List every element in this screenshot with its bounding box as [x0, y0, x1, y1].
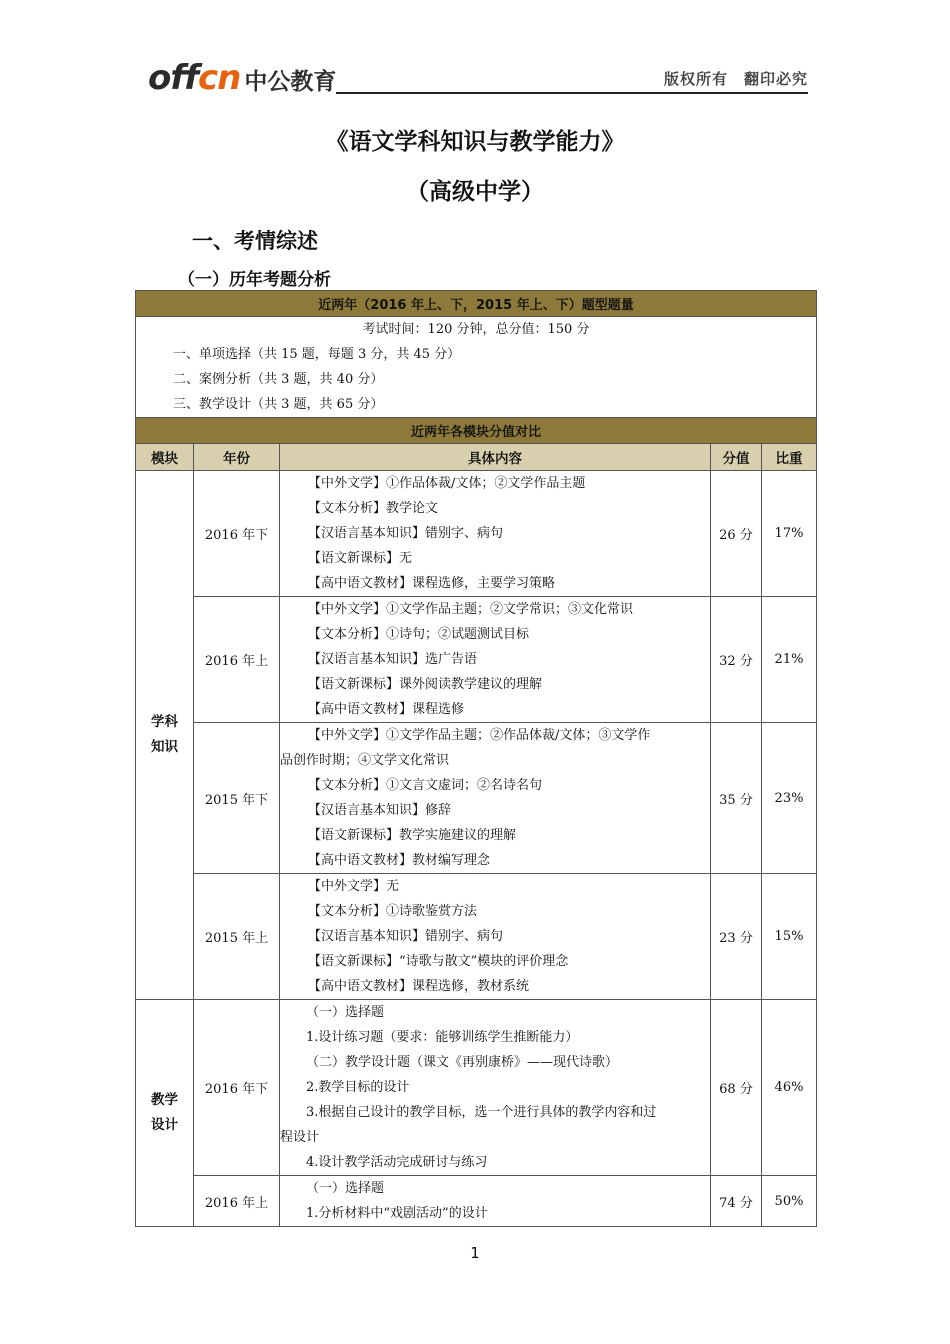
module-name-part: 教学: [151, 1092, 178, 1108]
content-line: 【高中语文教材】课程选修: [308, 702, 465, 717]
overview-item: 二、案例分析（共 3 题，共 40 分）: [173, 372, 384, 387]
exam-time-score: 考试时间：120 分钟，总分值：150 分: [362, 322, 590, 337]
copyright-text-2: 翻印必究: [743, 70, 808, 88]
exam-analysis-table: [135, 290, 817, 1227]
content-line: 【中外文学】①文学作品主题；②文学常识；③文化常识: [308, 602, 634, 617]
table-band-question-types: 近两年（2016 年上、下，2015 年上、下）题型题量: [136, 291, 817, 317]
ratio-cell: 46%: [762, 1000, 817, 1176]
score-cell: 68 分: [711, 1000, 762, 1176]
content-line: （一）选择题: [306, 1005, 385, 1020]
table-row: [136, 874, 817, 1000]
content-line: 【中外文学】①作品体裁/文体；②文学作品主题: [308, 476, 586, 491]
content-line: 品创作时期；④文学文化常识: [280, 753, 450, 768]
content-line: 【文本分析】①诗句；②试题测试目标: [308, 627, 530, 642]
content-cell: [280, 1176, 711, 1227]
column-header-score: 分值: [711, 444, 762, 471]
table-row: [136, 1000, 817, 1176]
content-line: 【中外文学】①文学作品主题；②作品体裁/文体；③文学作: [308, 728, 651, 743]
copyright-text-1: 版权所有: [663, 70, 728, 88]
document-subtitle: （高级中学）: [406, 179, 544, 205]
year-cell: 2016 年下: [194, 471, 280, 597]
content-line: 【高中语文教材】课程选修，主要学习策略: [308, 576, 556, 591]
table-band-module-comparison: 近两年各模块分值对比: [136, 418, 817, 444]
year-cell: 2016 年上: [194, 597, 280, 723]
content-line: 【文本分析】教学论文: [308, 501, 439, 516]
column-header-year: 年份: [194, 444, 280, 471]
table-row: [136, 597, 817, 723]
table-header-row: [136, 444, 817, 471]
logo-wordmark: offcn: [148, 58, 241, 98]
content-line: 【语文新课标】“诗歌与散文”模块的评价理念: [308, 954, 569, 969]
page-number: 1: [470, 1244, 480, 1262]
module-name-part: 学科: [151, 714, 178, 730]
content-line: 【文本分析】①文言文虚词；②名诗名句: [308, 778, 543, 793]
logo-chinese-name: 中公教育: [244, 69, 337, 95]
document-title: 《语文学科知识与教学能力》: [325, 129, 625, 155]
content-line: 【高中语文教材】课程选修，教材系统: [308, 979, 530, 994]
column-header-module: 模块: [136, 444, 194, 471]
content-line: 【汉语言基本知识】修辞: [308, 803, 452, 818]
score-cell: 74 分: [711, 1176, 762, 1227]
module-name-part: 设计: [151, 1117, 178, 1133]
subsection-heading: （一）历年考题分析: [178, 270, 331, 290]
content-cell: [280, 723, 711, 874]
table-row: [136, 471, 817, 597]
content-line: 【汉语言基本知识】选广告语: [308, 652, 478, 667]
ratio-cell: 15%: [762, 874, 817, 1000]
copyright-notice: [664, 68, 808, 89]
ratio-cell: 17%: [762, 471, 817, 597]
content-cell: [280, 874, 711, 1000]
module-cell-teaching-design: [136, 1000, 194, 1227]
ratio-cell: 50%: [762, 1176, 817, 1227]
exam-overview: [136, 317, 817, 418]
content-line: 1.分析材料中“戏剧活动”的设计: [306, 1206, 488, 1221]
content-line: 4.设计教学活动完成研讨与练习: [306, 1155, 488, 1170]
content-line: 【语文新课标】课外阅读教学建议的理解: [308, 677, 543, 692]
module-name-part: 知识: [151, 739, 178, 755]
content-line: 【中外文学】无: [308, 879, 400, 894]
content-line: 1.设计练习题（要求：能够训练学生推断能力）: [306, 1030, 579, 1045]
section-heading: 一、考情综述: [192, 229, 318, 253]
content-line: 程设计: [280, 1130, 320, 1145]
content-cell: [280, 1000, 711, 1176]
ratio-cell: 21%: [762, 597, 817, 723]
content-line: 【汉语言基本知识】错别字、病句: [308, 526, 504, 541]
column-header-ratio: 比重: [762, 444, 817, 471]
content-line: 3.根据自己设计的教学目标，选一个进行具体的教学内容和过: [306, 1105, 657, 1120]
year-cell: 2015 年上: [194, 874, 280, 1000]
overview-item: 三、教学设计（共 3 题，共 65 分）: [173, 397, 384, 412]
column-header-content: 具体内容: [280, 444, 711, 471]
content-line: （一）选择题: [306, 1181, 385, 1196]
score-cell: 26 分: [711, 471, 762, 597]
score-cell: 35 分: [711, 723, 762, 874]
content-line: 【语文新课标】无: [308, 551, 413, 566]
content-line: 【语文新课标】教学实施建议的理解: [308, 828, 517, 843]
content-cell: [280, 597, 711, 723]
table-row: [136, 723, 817, 874]
page-header: [148, 52, 808, 96]
score-cell: 32 分: [711, 597, 762, 723]
content-cell: [280, 471, 711, 597]
content-line: （二）教学设计题（课文《再别康桥》——现代诗歌）: [306, 1055, 619, 1070]
content-line: 【高中语文教材】教材编写理念: [308, 853, 491, 868]
content-line: 2.教学目标的设计: [306, 1080, 410, 1095]
score-cell: 23 分: [711, 874, 762, 1000]
ratio-cell: 23%: [762, 723, 817, 874]
year-cell: 2016 年上: [194, 1176, 280, 1227]
year-cell: 2015 年下: [194, 723, 280, 874]
offcn-logo: [148, 58, 336, 98]
header-rule: [336, 92, 808, 94]
year-cell: 2016 年下: [194, 1000, 280, 1176]
overview-item: 一、单项选择（共 15 题，每题 3 分，共 45 分）: [173, 347, 461, 362]
content-line: 【汉语言基本知识】错别字、病句: [308, 929, 504, 944]
module-cell-subject-knowledge: [136, 471, 194, 1000]
table-row: [136, 1176, 817, 1227]
content-line: 【文本分析】①诗歌鉴赏方法: [308, 904, 478, 919]
